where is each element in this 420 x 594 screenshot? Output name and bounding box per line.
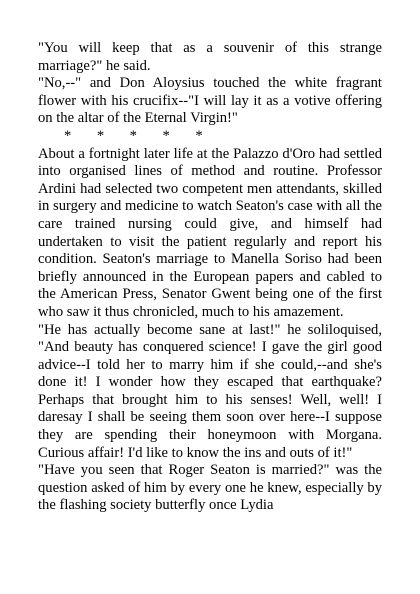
paragraph-gwent-soliloquy: "He has actually become sane at last!" he soliloquised, "And beauty has conquered science! I gave the girl good advice--I told her to marry him if she could,--and she's done it! I wonder how they escaped that earthquake? Perhaps that brought him to his senses! Well, well! I daresay I shall be seeing them soon over here--I suppose they are spending their honeymoon with Morgana. Curious affair! I'd like to know the ins and outs of it!": [38, 321, 382, 461]
paragraph-question-married: "Have you seen that Roger Seaton is married?" was the question asked of him by every one he knew, especially by the flashing society butterfly once Lydia: [38, 462, 382, 514]
section-break-asterisks: * * * * *: [64, 127, 203, 144]
paragraph-dialogue-souvenir: "You will keep that as a souvenir of this strange marriage?" he said.: [38, 40, 382, 74]
paragraph-dialogue-votive: "No,--" and Don Aloysius touched the white fragrant flower with his crucifix--"I will lay it as a votive offering on the altar of the Eternal Virgin!": [38, 75, 382, 127]
book-page: [38, 40, 382, 515]
paragraph-palazzo-routine: About a fortnight later life at the Palazzo d'Oro had settled into organised lines of method and routine. Professor Ardini had selected two competent men attendants, skilled in surgery and medicine to watch Seaton's case with all the care trained nursing could give, and himself had undertaken to visit the patient regularly and report his condition. Seaton's marriage to Manella Soriso had been briefly announced in the European papers and cabled to the American Press, Senator Gwent being one of the first who saw it thus chronicled, much to his amazement.: [38, 145, 382, 320]
